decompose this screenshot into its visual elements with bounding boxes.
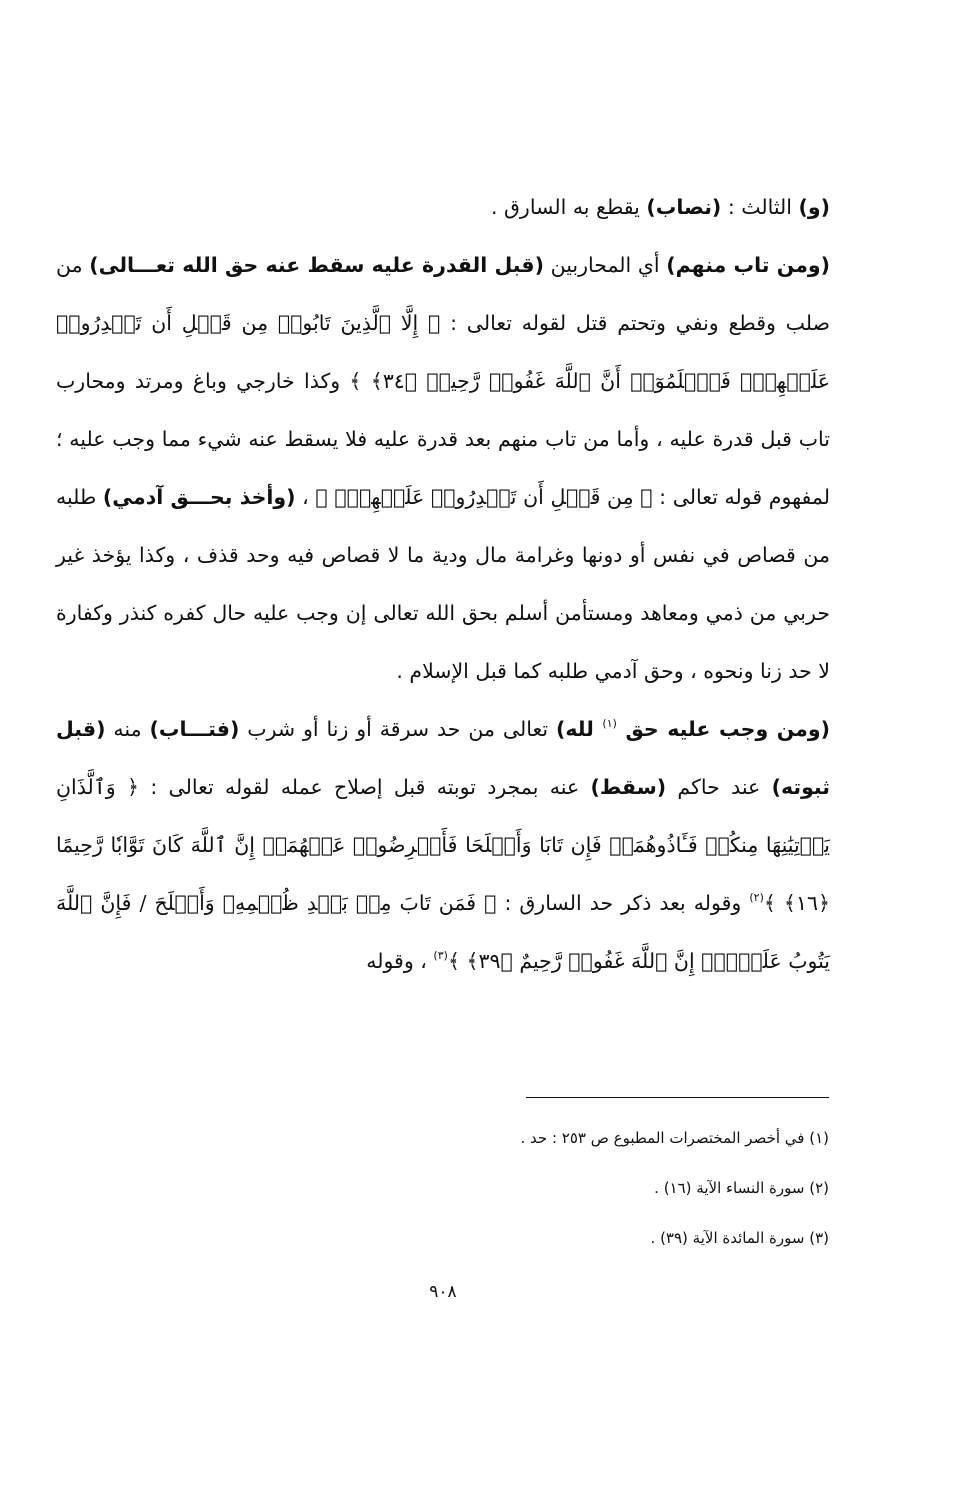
footnote-divider xyxy=(526,1097,829,1098)
text-run: يقطع به السارق . xyxy=(490,195,647,219)
text-run: تعالى من حد سرقة أو زنا أو شرب xyxy=(239,717,556,741)
text-run: منه xyxy=(105,717,150,741)
quran-verse: ﴿ مِن قَبۡلِ أَن تَقۡدِرُوا۟ عَلَيۡهِمۡۖ ﴾ xyxy=(315,485,653,509)
bold-matn: (فتـــاب) xyxy=(149,717,240,741)
bold-matn: (قبل ثبوته) xyxy=(56,717,830,799)
footnote-ref-3: (٣) xyxy=(433,949,448,962)
bold-marker: (و) xyxy=(798,195,830,219)
text-run: من صلب وقطع ونفي وتحتم قتل لقوله تعالى : xyxy=(56,253,830,335)
page-number: ٩٠٨ xyxy=(429,1282,457,1302)
bold-matn: (ومن وجب عليه حق xyxy=(616,717,830,741)
footnote-1: (١) في أخصر المختصرات المطبوع ص ٢٥٣ : حد . xyxy=(520,1129,829,1147)
quran-verse: ﴿ إِلَّا ٱلَّذِينَ تَابُوا۟ مِن قَبۡلِ أَن تَقۡدِرُوا۟ عَلَيۡهِمۡۖ فَٱعۡلَمُوٓا۟ أَنَّ ٱللَّهَ غَفُورٞ رَّحِيمٞ ﴿٣٤﴾ ﴾ xyxy=(56,311,831,393)
text-run: وقوله بعد ذكر حد السارق : xyxy=(496,891,750,915)
bold-matn: (قبل القدرة عليه سقط عنه حق الله تعـــالى) xyxy=(89,253,544,277)
main-text xyxy=(56,178,830,990)
footnote-2: (٢) سورة النساء الآية (١٦) . xyxy=(654,1179,829,1197)
bold-matn: (ومن تاب منهم) xyxy=(666,253,830,277)
bold-matn: (وأخذ بحـــق آدمي) xyxy=(102,485,296,509)
text-run: عنه بمجرد توبته قبل إصلاح عمله لقوله تعالى : xyxy=(139,775,591,799)
bold-matn: لله) xyxy=(555,717,603,741)
text-run: طلبه من قصاص في نفس أو دونها وغرامة مال ودية ما لا قصاص فيه وحد قذف ، وكذا يؤخذ غير حربي من ذمي ومعاهد ومستأمن أسلم بحق الله تعالى إن وجب عليه حال كفره كنذر وكفارة لا حد زنا ونحوه ، وحق آدمي طلبه كما قبل الإسلام . xyxy=(56,485,830,683)
text-run: وكذا خارجي وباغ ومرتد ومحارب تاب قبل قدرة عليه ، وأما من تاب منهم بعد قدرة عليه فلا يسقط عنه شيء مما وجب عليه ؛ لمفهوم قوله تعالى : xyxy=(56,369,830,509)
footnote-3: (٣) سورة المائدة الآية (٣٩) . xyxy=(650,1229,829,1247)
text-run: عند حاكم xyxy=(666,775,772,799)
footnotes xyxy=(200,1120,829,1270)
quran-verse: ﴿ وَٱلَّذَانِ يَأۡتِيَٰنِهَا مِنكُمۡ فَـَٔاذُوهُمَاۖ فَإِن تَابَا وَأَصۡلَحَا فَأَعۡرِضُوا۟ عَنۡهُمَآۗ إِنَّ ٱللَّهَ كَانَ تَوَّابٗا رَّحِيمًا ﴿١٦﴾ ﴾ xyxy=(56,775,830,915)
paragraph-1 xyxy=(56,178,830,236)
text-run: ، xyxy=(295,485,316,509)
bold-term: (نصاب) xyxy=(646,195,722,219)
text-run: ، وقوله xyxy=(366,949,434,973)
footnote-ref-1: (١) xyxy=(602,717,617,730)
quran-verse: ﴿ فَمَن تَابَ مِنۢ بَعۡدِ ظُلۡمِهِۦ وَأَصۡلَحَ / فَإِنَّ ٱللَّهَ يَتُوبُ عَلَيۡهِۚ إِنَّ ٱللَّهَ غَفُورٞ رَّحِيمٌ ﴿٣٩﴾ ﴾ xyxy=(56,891,830,973)
paragraph-3 xyxy=(56,700,830,990)
paragraph-2 xyxy=(56,236,830,700)
bold-matn: (سقط) xyxy=(590,775,667,799)
text-run: الثالث : xyxy=(721,195,799,219)
footnote-ref-2: (٢) xyxy=(749,891,764,904)
text-run: أي المحاربين xyxy=(543,253,667,277)
